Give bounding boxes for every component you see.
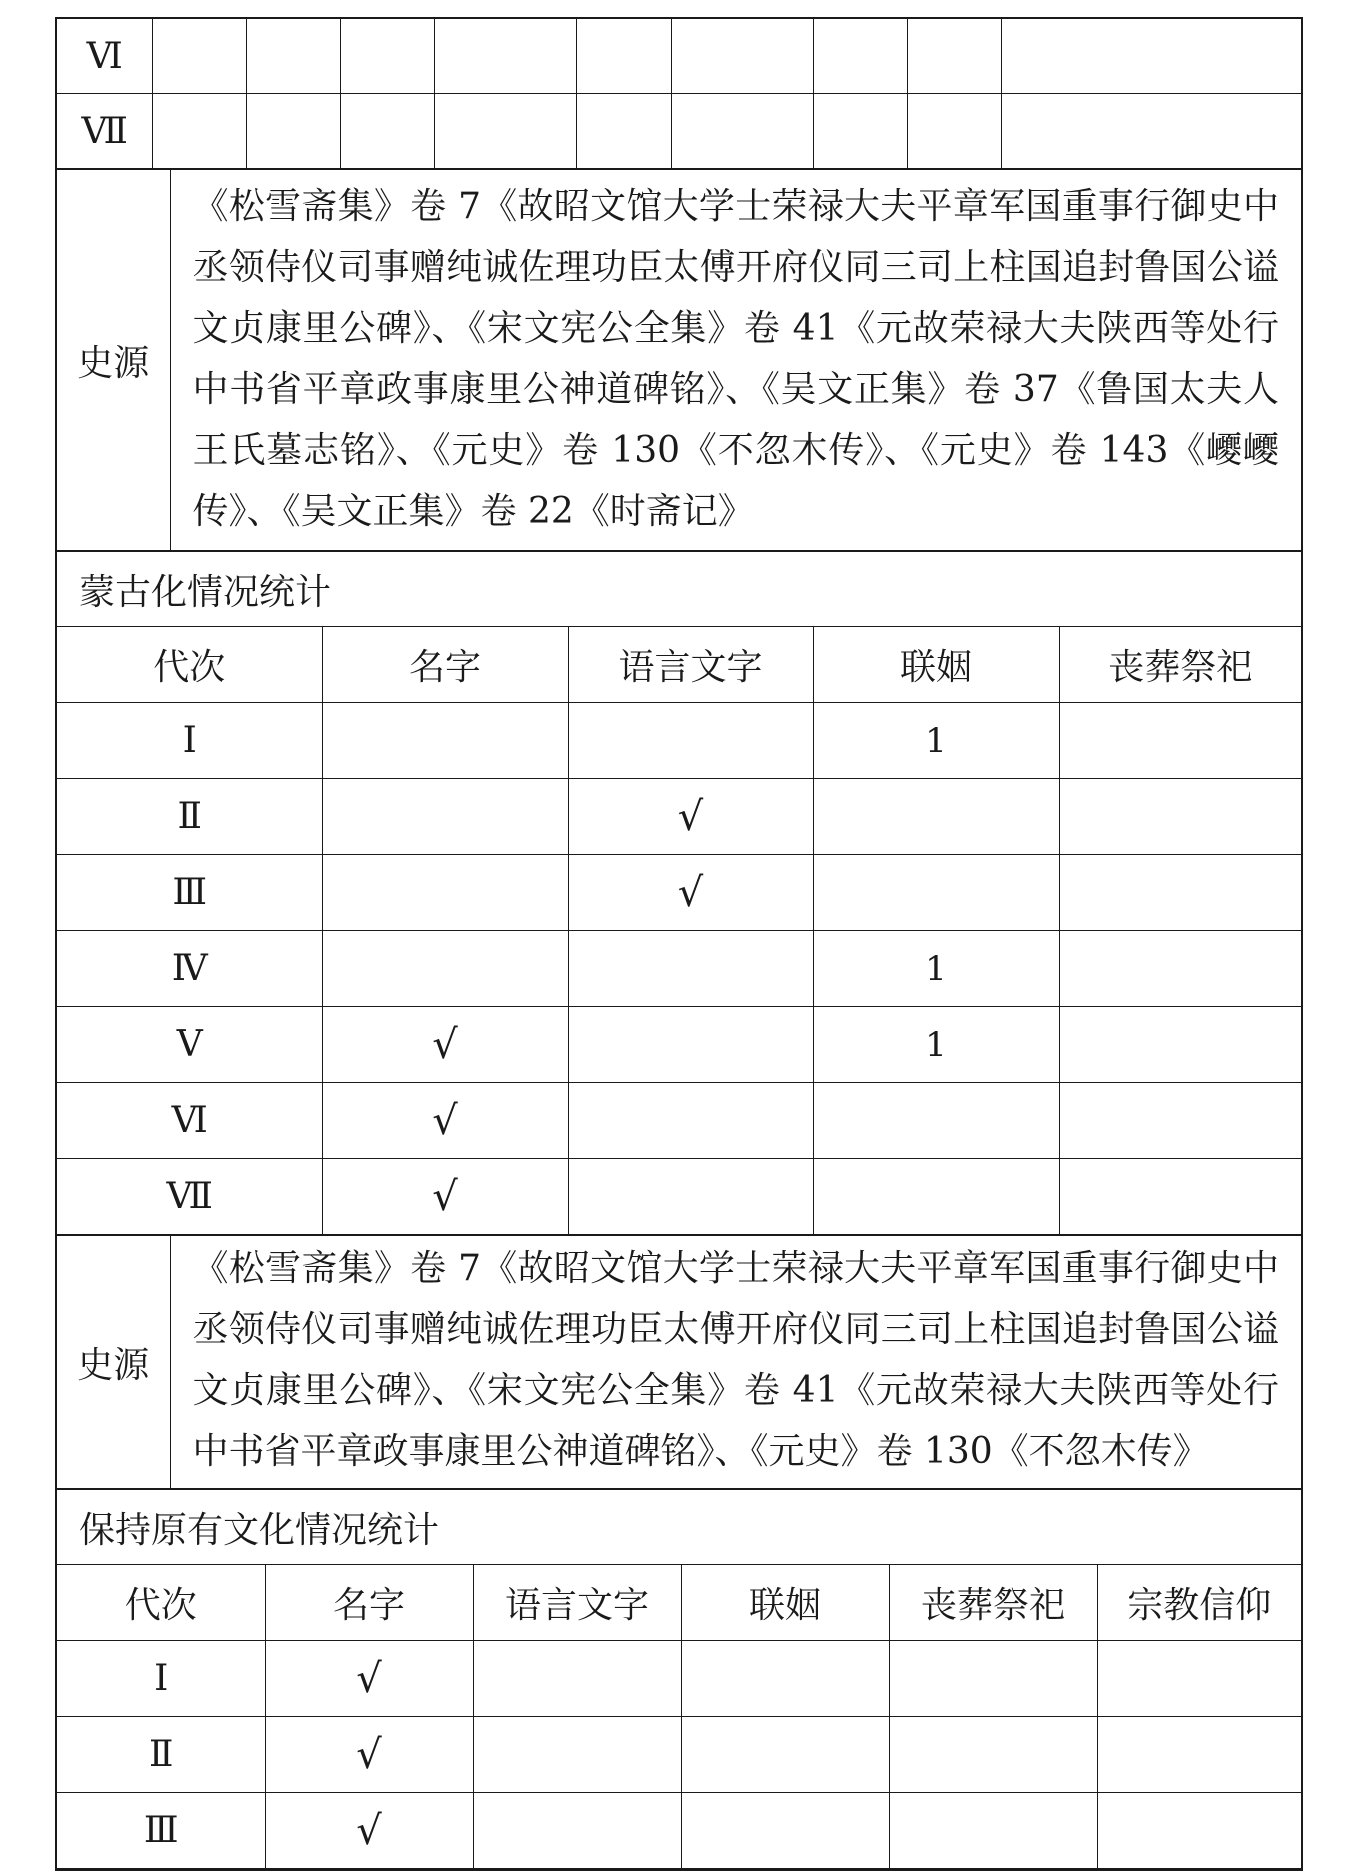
marriage-cell — [813, 1083, 1059, 1159]
column-header: 宗教信仰 — [1097, 1565, 1301, 1641]
generation-cell: Ⅵ — [57, 1083, 322, 1159]
name-cell: √ — [322, 1159, 568, 1235]
column-header: 名字 — [322, 627, 568, 703]
marriage-cell: 1 — [813, 931, 1059, 1007]
marriage-cell — [681, 1793, 889, 1869]
generation-cell: Ⅶ — [57, 1159, 322, 1235]
column-header: 代次 — [57, 627, 322, 703]
table-row — [57, 1236, 1301, 1489]
header-row — [57, 1565, 1301, 1641]
column-header: 代次 — [57, 1565, 265, 1641]
funeral-cell — [1059, 1007, 1301, 1083]
empty-cell — [434, 19, 576, 94]
table-row — [57, 855, 1301, 931]
language-cell — [568, 1007, 813, 1083]
language-cell — [568, 931, 813, 1007]
column-header: 联姻 — [681, 1565, 889, 1641]
column-header: 丧葬祭祀 — [889, 1565, 1097, 1641]
source-block-2 — [57, 1235, 1301, 1489]
marriage-cell — [681, 1717, 889, 1793]
column-header: 语言文字 — [473, 1565, 681, 1641]
empty-cell — [907, 19, 1001, 94]
empty-cell — [576, 19, 671, 94]
generation-cell: Ⅱ — [57, 779, 322, 855]
funeral-cell — [1059, 779, 1301, 855]
name-cell — [322, 931, 568, 1007]
funeral-cell — [1059, 931, 1301, 1007]
generation-cell: Ⅲ — [57, 855, 322, 931]
table-row — [57, 703, 1301, 779]
marriage-cell: 1 — [813, 703, 1059, 779]
empty-cell — [246, 19, 340, 94]
empty-cell — [671, 19, 813, 94]
table-row — [57, 19, 1301, 94]
generation-cell: Ⅰ — [57, 703, 322, 779]
empty-cell — [813, 94, 907, 169]
language-cell — [568, 1159, 813, 1235]
empty-cell — [246, 94, 340, 169]
source-block-1 — [57, 169, 1301, 551]
header-row — [57, 627, 1301, 703]
generation-cell: Ⅲ — [57, 1793, 265, 1869]
marriage-cell — [813, 855, 1059, 931]
mongolization-table — [57, 551, 1301, 1235]
empty-cell — [576, 94, 671, 169]
column-header: 丧葬祭祀 — [1059, 627, 1301, 703]
language-cell — [568, 1083, 813, 1159]
generation-cell: Ⅱ — [57, 1717, 265, 1793]
section-title: 保持原有文化情况统计 — [57, 1490, 1301, 1565]
marriage-cell — [813, 779, 1059, 855]
source-text: 《松雪斋集》卷 7《故昭文馆大学士荣禄大夫平章军国重事行御史中丞领侍仪司事赠纯诚佐理功臣太傅开府仪同三司上柱国追封鲁国公谥文贞康里公碑》、《宋文宪公全集》卷 41《元故荣禄大夫陕西等处行中书省平章政事康里公神道碑铭》、《元史》卷 130《不忽木传》 — [170, 1236, 1301, 1489]
source-text: 《松雪斋集》卷 7《故昭文馆大学士荣禄大夫平章军国重事行御史中丞领侍仪司事赠纯诚佐理功臣太傅开府仪同三司上柱国追封鲁国公谥文贞康里公碑》、《宋文宪公全集》卷 41《元故荣禄大夫陕西等处行中书省平章政事康里公神道碑铭》、《吴文正集》卷 37《鲁国太夫人王氏墓志铭》、《元史》卷 130《不忽木传》、《元史》卷 143《巎巎传》、《吴文正集》卷 22《时斋记》 — [170, 170, 1301, 551]
name-cell — [322, 855, 568, 931]
empty-cell — [907, 94, 1001, 169]
empty-cell — [340, 19, 434, 94]
source-label: 史源 — [57, 1236, 170, 1489]
language-cell — [568, 703, 813, 779]
original-culture-table — [57, 1489, 1301, 1869]
language-cell: √ — [568, 855, 813, 931]
section-title-row — [57, 1490, 1301, 1565]
funeral-cell — [1059, 855, 1301, 931]
marriage-cell — [813, 1159, 1059, 1235]
language-cell — [473, 1641, 681, 1717]
funeral-cell — [889, 1641, 1097, 1717]
column-header: 名字 — [265, 1565, 473, 1641]
table-row — [57, 1007, 1301, 1083]
funeral-cell — [1059, 1159, 1301, 1235]
name-cell: √ — [265, 1641, 473, 1717]
previous-grid-continuation — [57, 19, 1301, 169]
generation-cell: Ⅳ — [57, 931, 322, 1007]
column-header: 语言文字 — [568, 627, 813, 703]
name-cell — [322, 703, 568, 779]
empty-cell — [340, 94, 434, 169]
religion-cell — [1097, 1641, 1301, 1717]
section-title: 蒙古化情况统计 — [57, 552, 1301, 627]
table-row — [57, 94, 1301, 169]
generation-cell: Ⅵ — [57, 19, 152, 94]
name-cell: √ — [265, 1717, 473, 1793]
religion-cell — [1097, 1717, 1301, 1793]
empty-cell — [1001, 19, 1301, 94]
funeral-cell — [889, 1717, 1097, 1793]
table-row — [57, 170, 1301, 551]
generation-cell: Ⅰ — [57, 1641, 265, 1717]
table-row — [57, 1717, 1301, 1793]
statistics-document — [55, 17, 1303, 1871]
empty-cell — [152, 19, 246, 94]
empty-cell — [1001, 94, 1301, 169]
table-row — [57, 931, 1301, 1007]
language-cell — [473, 1717, 681, 1793]
table-row — [57, 1083, 1301, 1159]
empty-cell — [813, 19, 907, 94]
name-cell: √ — [265, 1793, 473, 1869]
name-cell: √ — [322, 1007, 568, 1083]
empty-cell — [671, 94, 813, 169]
table-row — [57, 779, 1301, 855]
name-cell — [322, 779, 568, 855]
table-row — [57, 1793, 1301, 1869]
generation-cell: Ⅶ — [57, 94, 152, 169]
funeral-cell — [1059, 703, 1301, 779]
generation-cell: Ⅴ — [57, 1007, 322, 1083]
section-title-row — [57, 552, 1301, 627]
empty-cell — [152, 94, 246, 169]
table-row — [57, 1159, 1301, 1235]
marriage-cell: 1 — [813, 1007, 1059, 1083]
table-row — [57, 1641, 1301, 1717]
religion-cell — [1097, 1793, 1301, 1869]
funeral-cell — [889, 1793, 1097, 1869]
column-header: 联姻 — [813, 627, 1059, 703]
marriage-cell — [681, 1641, 889, 1717]
source-label: 史源 — [57, 170, 170, 551]
empty-cell — [434, 94, 576, 169]
name-cell: √ — [322, 1083, 568, 1159]
language-cell — [473, 1793, 681, 1869]
language-cell: √ — [568, 779, 813, 855]
funeral-cell — [1059, 1083, 1301, 1159]
